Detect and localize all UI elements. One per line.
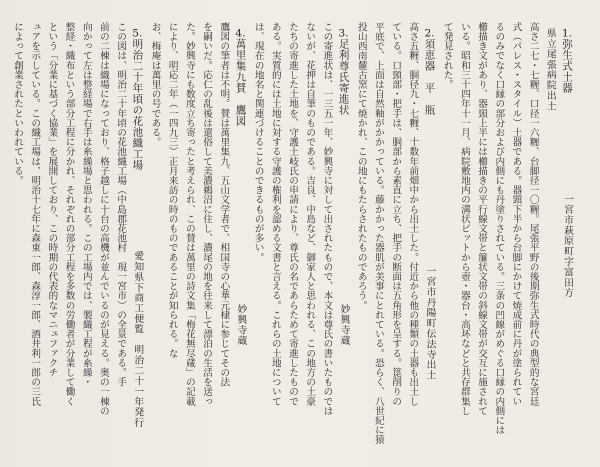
section-2-title: 須恵器 平 瓶 [423, 38, 436, 116]
section-1-line-6: て発見された。 [441, 22, 453, 90]
section-4-title: 萬里集九賛 鷹図 [234, 38, 247, 127]
section-3-line-3: たちの寄進した土地を、守護土岐氏の申請により、尊氏の名であらためて寄進したもので [287, 22, 298, 406]
section-4-heading [232, 20, 249, 450]
section-3-number: 3. [338, 28, 349, 39]
section-2-line-2: ている。口頸部・把手は、胴部から素直に立ち、把手の断面は五角形を呈する。箆削りの [390, 22, 402, 406]
section-2-line-3: 平底で、上面は自然釉がかかっている。藤かかった器肌が美事にとれている。恐らく、八世紀に猿 [372, 22, 384, 445]
section-1-number: 1. [561, 28, 573, 39]
section-2-number: 2. [424, 28, 435, 39]
section-3-title: 足利尊氏寄進状 [337, 38, 350, 116]
section-1-title: 弥生式土器 [561, 38, 573, 94]
section-1-line-1: 高さ二七・七糎、口径一六糎、台脚径一〇糎。尾張平野の後期弥生式時代の典型的な宮廷 [527, 22, 539, 406]
section-3-line-2: ないが、花押は自筆のものである。吉良、中島など、御家人と思われる、この地方の土豪 [304, 22, 316, 406]
section-4-line-4: により、明応二年（一四九三）正月来訪の時のものであることが知られる。な [166, 22, 178, 358]
section-4-line-1: 鷹図の筆者は不明。賛は萬里集九、五山文学者で、相国寺の心華元棣に参じてその法 [218, 22, 230, 387]
section-4-line-5: お、梅庵は萬里の号である。 [149, 22, 161, 147]
section-1-source: 一宮市萩原町字富田方 [562, 193, 573, 298]
section-1-source-continued [542, 20, 559, 450]
section-4-number: 4. [235, 28, 246, 39]
section-5-line-3: 向かって左は整経場で右手は糸繰場と思われる。この工場内では、製織工程が糸繰・ [80, 22, 92, 387]
section-2-line-1: 高さ五糎、胴径九・七糎、十数年前畑中から出土した。付近から他の種類の土器も出土し [407, 22, 419, 406]
section-5-line-1: この図は、明治二十年頃の花池織工場（中島郡花池村 現一宮市）の全景である。手 [115, 22, 127, 387]
section-1-heading [559, 20, 576, 450]
section-3-line-4: ある。実質的には土地に対する守護の権利を認める文書と言える。これらの土地について [269, 22, 281, 406]
section-5-line-7: によって創業されたといわれている。 [12, 22, 23, 186]
section-5-number: 5. [132, 28, 143, 39]
section-2-line-4: 投山西南麓古窯にて焼かれ、この地にもたらされたものであろう。 [355, 22, 367, 310]
section-3-line-5: は、現在の地名と関連づけることのできるものが多い。 [252, 22, 264, 262]
section-1-line-2: 式（パレス・スタイル）土器である。器頸下半から台脚にかけて焼成前に丹が塗られてい [510, 22, 522, 406]
section-1-line-5: いる。昭和三十四年十一月、病院敷地内の溝状ピットから壺・器台・高坏などと共存群集し [458, 22, 470, 416]
section-4-line-3: た。妙興寺にも数度立ち寄ったと考えられ、この賛は萬里の詩文集「梅花無尽蔵」の記載 [183, 22, 195, 406]
section-1-line-4: 櫛描き文があり、器頸上半には櫛描きの平行線文帯と簾状文帯の斜線文帯が交互に施されて [476, 22, 488, 416]
section-5-line-4: 整経・織布という部分工程に分かれ、それぞれの部分工程を多数の労働者が分業して働く [63, 22, 75, 406]
section-5-title: 明治二十年頃の花池織工場 [131, 38, 144, 171]
section-3-heading [335, 20, 352, 450]
section-1-line-3: るのみでなく口縁の部分および内側にも丹塗りされている。三条の凹線がめぐる口縁の内側には [493, 22, 505, 435]
section-1-source-2: 県立尾張病院出土 [544, 28, 556, 112]
vertical-text-body [9, 20, 576, 450]
section-2-heading [421, 20, 438, 450]
section-5-source: 愛知県下商工便覧 明治二十一年発行 [132, 250, 144, 428]
section-5-heading [129, 20, 146, 450]
section-5-line-6: ュアを示している。この織工場は、明治十七年に森東一郎、森淳一郎、酒井利一郎の三氏 [29, 22, 41, 406]
section-4-source: 妙興寺蔵 [235, 303, 247, 346]
section-5-line-5: という「分業に基づく協業」を展開しており、この時期の代表的なマニュファクチ [46, 22, 58, 378]
section-3-line-1: この寄進状は、一三五一年、妙興寺に対して出されたもので、本文は尊氏の書いたものでは [321, 22, 333, 416]
section-5-line-2: 前の二棟は織場になっており、格子越しに十台の高機が並んでいるのが見える。奥の一棟の [97, 22, 109, 416]
section-4-line-2: を嗣いだ。応仁の乱後は還俗して美濃鵜沼に住し、濃尾の地を往来して漂泊の生活を送っ [201, 22, 213, 406]
section-3-source: 妙興寺蔵 [338, 303, 350, 346]
section-2-source: 一宮市丹陽町伝法寺出土 [424, 265, 436, 380]
